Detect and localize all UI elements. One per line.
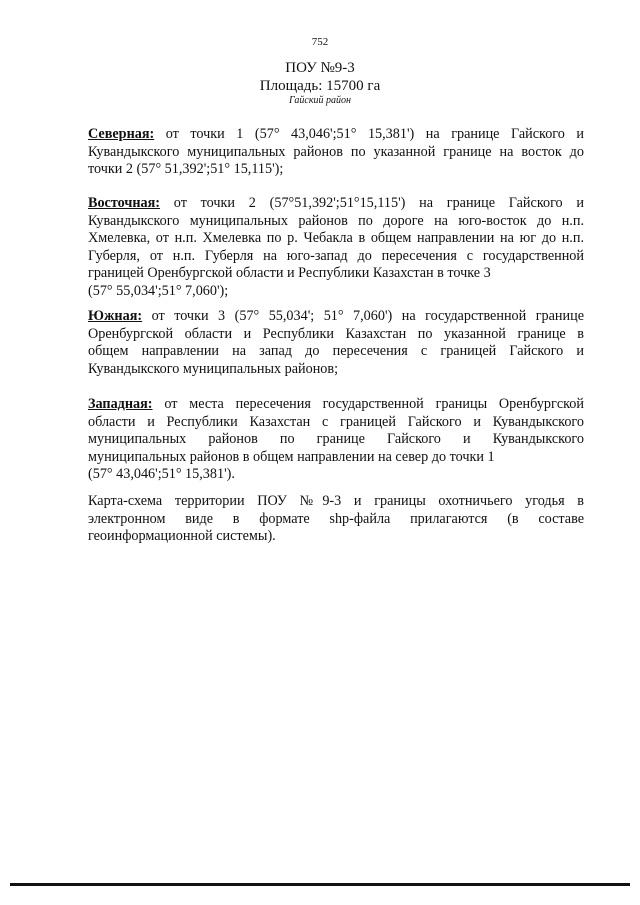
text-line: Губерля, от н.п. Губерля на юго-запад до пересечения с государственной <box>88 247 584 264</box>
text-line: границей Оренбургской области и Республики Казахстан в точке 3 <box>88 265 491 281</box>
text-fragment: от места пересечения государственной границы Оренбургской <box>152 396 584 412</box>
text-line: точки 2 (57° 51,392';51° 15,115'); <box>88 161 284 177</box>
text-line: (57° 43,046';51° 15,381'). <box>88 466 235 482</box>
text-line: (57° 55,034';51° 7,060'); <box>88 282 229 299</box>
text-line: Кувандыкского муниципальных районов; <box>88 360 339 377</box>
east-boundary-paragraph <box>88 195 584 300</box>
text-line: Хмелевка, от н.п. Хмелевка по р. Чебакла в общем направлении на юг до н.п. <box>88 230 584 246</box>
north-boundary-label: Северная: <box>88 126 155 142</box>
text-line: Кувандыкского муниципальных районов по указанной границе на восток до <box>88 143 584 160</box>
text-line: Карта-схема территории ПОУ №9-3 и границы охотничьего угодья в <box>88 493 584 509</box>
text-line <box>88 308 584 326</box>
east-boundary-label: Восточная: <box>88 195 161 211</box>
south-boundary-paragraph <box>88 308 584 378</box>
document-title: ПОУ №9-3 <box>285 60 355 76</box>
text-line <box>88 396 584 414</box>
district-label: Гайский район <box>288 95 352 106</box>
map-note-paragraph <box>88 493 584 546</box>
text-line: муниципальных районов по границе Гайского и Кувандыкского <box>88 431 584 447</box>
bottom-rule <box>10 883 630 886</box>
area-label: Площадь: 15700 га <box>259 78 381 94</box>
north-boundary-paragraph <box>88 126 584 179</box>
text-line: области и Республики Казахстан с границей Гайского и Кувандыкского <box>88 413 584 430</box>
text-line: Оренбургской области и Республики Казахстан по указанной границе в <box>88 325 584 342</box>
text-line <box>88 195 584 213</box>
west-boundary-label: Западная: <box>88 396 153 412</box>
text-line <box>88 126 584 144</box>
text-fragment: от точки 2 (57°51,392';51°15,115') на границе Гайского и <box>160 195 584 211</box>
text-line: общем направлении на запад до пересечения с границей Гайского и <box>88 343 584 359</box>
south-boundary-label: Южная: <box>88 308 143 324</box>
text-line: Кувандыкского муниципальных районов по дороге на юго-восток до н.п. <box>88 212 584 229</box>
west-boundary-paragraph <box>88 396 584 484</box>
text-fragment: от точки 1 (57° 43,046';51° 15,381') на границе Гайского и <box>154 126 584 142</box>
page-number: 752 <box>311 36 329 48</box>
text-line: электронном виде в формате shp-файла прилагаются (в составе <box>88 510 584 527</box>
text-line: геоинформационной системы). <box>88 528 276 544</box>
text-line: муниципальных районов в общем направлении на север до точки 1 <box>88 448 495 465</box>
text-fragment: от точки 3 (57° 55,034'; 51° 7,060') на государственной границе <box>142 308 584 324</box>
